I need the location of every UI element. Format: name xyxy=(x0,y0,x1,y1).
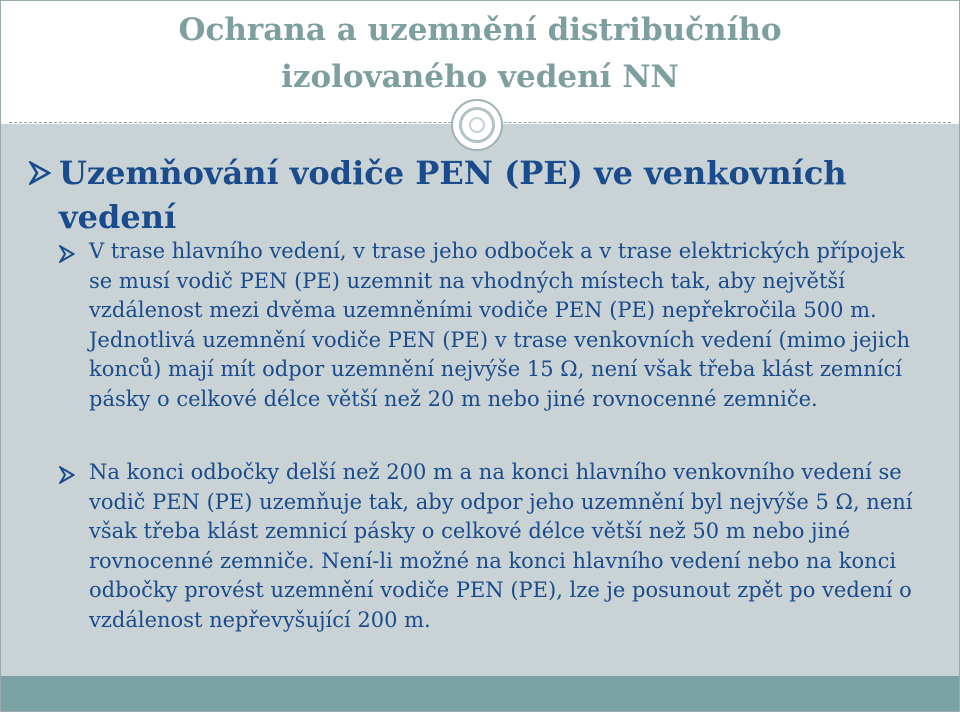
slide-title-line-2: izolovaného vedení NN xyxy=(281,59,679,95)
arrow-bullet-icon xyxy=(59,245,75,263)
slide-title-line-1: Ochrana a uzemnění distribučního xyxy=(178,12,782,48)
bullet-text: Na konci odbočky delší než 200 m a na konci hlavního venkovního vedení se vodič PEN (PE) uzemňuje tak, aby odpor jeho uzemnění byl nejvýše 5 Ω, není však třeba klást zemnicí pásky o celkové délce větší než 50 m nebo jiné rovnocenné zemniče. Není-li možné na konci hlavního vedení nebo na konci odbočky provést uzemnění vodiče PEN (PE), lze je posunout zpět po vedení o vzdálenost nepřevyšující 200 m. xyxy=(89,460,913,632)
slide-title xyxy=(1,7,959,101)
ornament-ring xyxy=(459,107,495,143)
arrow-bullet-icon xyxy=(59,466,75,484)
section-heading-text: Uzemňování vodiče PEN (PE) ve venkovních vedení xyxy=(59,154,847,236)
arrow-bullet-icon xyxy=(29,161,51,185)
circle-ornament-icon xyxy=(451,99,503,151)
ornament-core xyxy=(469,117,485,133)
footer-bar xyxy=(1,676,959,711)
bullet-text: V trase hlavního vedení, v trase jeho odboček a v trase elektrických přípojek se musí vodič PEN (PE) uzemnit na vhodných místech tak, aby největší vzdálenost mezi dvěma uzemněními vodiče PEN (PE) nepřekročila 500 m. Jednotlivá uzemnění vodiče PEN (PE) v trase venkovních vedení (mimo jejich konců) mají mít odpor uzemnění nejvýše 15 Ω, není však třeba klást zemnící pásky o celkové délce větší než 20 m nebo jiné rovnocenné zemniče. xyxy=(89,239,910,411)
